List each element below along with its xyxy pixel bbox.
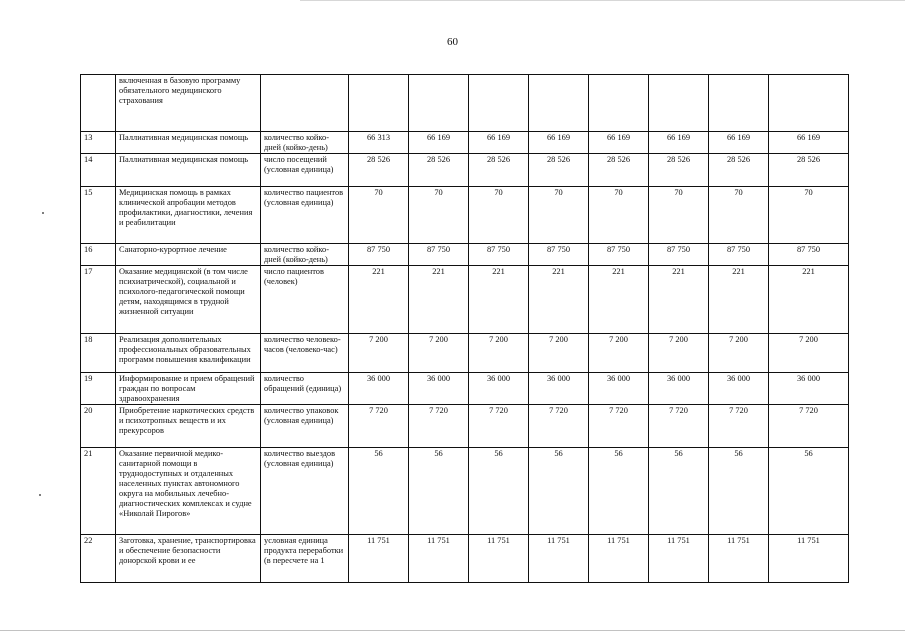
volume-value: 28 526 (589, 154, 649, 187)
volume-value (409, 75, 469, 132)
volume-value: 66 169 (709, 132, 769, 154)
table-row (81, 244, 849, 266)
volume-value: 87 750 (409, 244, 469, 266)
volume-value: 56 (529, 448, 589, 535)
service-name: Паллиативная медицинская помощь (116, 154, 261, 187)
volume-value (469, 75, 529, 132)
volume-value: 36 000 (649, 373, 709, 405)
scan-dot (39, 494, 41, 496)
row-number: 20 (81, 405, 116, 448)
volume-value: 36 000 (589, 373, 649, 405)
volume-value (349, 75, 409, 132)
table-row (81, 132, 849, 154)
volume-value: 36 000 (769, 373, 849, 405)
volume-value: 36 000 (529, 373, 589, 405)
volume-value (589, 75, 649, 132)
volume-value: 221 (709, 266, 769, 334)
volume-value: 56 (769, 448, 849, 535)
volume-value: 221 (409, 266, 469, 334)
volume-value: 7 200 (709, 334, 769, 373)
volume-value: 70 (649, 187, 709, 244)
volume-value: 87 750 (529, 244, 589, 266)
row-number: 19 (81, 373, 116, 405)
service-name: Заготовка, хранение, транспортировка и обеспечение безопасности донорской крови и ее (116, 535, 261, 583)
volume-value: 11 751 (589, 535, 649, 583)
unit-of-measure: количество койко-дней (койко-день) (261, 132, 349, 154)
row-number: 13 (81, 132, 116, 154)
scan-edge-top (300, 0, 905, 1)
volume-value: 56 (469, 448, 529, 535)
row-number (81, 75, 116, 132)
volume-value: 7 720 (769, 405, 849, 448)
volume-value: 221 (769, 266, 849, 334)
service-name: включенная в базовую программу обязательного медицинского страхования (116, 75, 261, 132)
services-table (80, 74, 849, 583)
unit-of-measure: количество обращений (единица) (261, 373, 349, 405)
volume-value: 221 (649, 266, 709, 334)
volume-value: 87 750 (349, 244, 409, 266)
volume-value: 66 169 (529, 132, 589, 154)
volume-value: 7 200 (349, 334, 409, 373)
volume-value: 11 751 (529, 535, 589, 583)
table-row (81, 448, 849, 535)
volume-value: 87 750 (469, 244, 529, 266)
row-number: 22 (81, 535, 116, 583)
service-name: Оказание медицинской (в том числе психиатрической), социальной и психолого-педагогической помощи детям, находящимся в трудной жизненной ситуации (116, 266, 261, 334)
service-name: Медицинская помощь в рамках клинической апробации методов профилактики, диагностики, лечения и реабилитации (116, 187, 261, 244)
volume-value: 7 720 (649, 405, 709, 448)
row-number: 17 (81, 266, 116, 334)
table-row (81, 405, 849, 448)
unit-of-measure: количество упаковок (условная единица) (261, 405, 349, 448)
volume-value: 66 169 (469, 132, 529, 154)
volume-value: 221 (529, 266, 589, 334)
volume-value: 66 169 (649, 132, 709, 154)
volume-value: 11 751 (649, 535, 709, 583)
volume-value: 56 (349, 448, 409, 535)
row-number: 14 (81, 154, 116, 187)
volume-value: 56 (709, 448, 769, 535)
unit-of-measure: число посещений (условная единица) (261, 154, 349, 187)
volume-value: 7 720 (469, 405, 529, 448)
volume-value: 7 720 (349, 405, 409, 448)
table-row (81, 75, 849, 132)
table-row (81, 266, 849, 334)
service-name: Информирование и прием обращений граждан по вопросам здравоохранения (116, 373, 261, 405)
volume-value: 221 (589, 266, 649, 334)
volume-value: 28 526 (469, 154, 529, 187)
service-name: Санаторно-курортное лечение (116, 244, 261, 266)
volume-value: 11 751 (709, 535, 769, 583)
volume-value: 7 720 (709, 405, 769, 448)
unit-of-measure: количество пациентов (условная единица) (261, 187, 349, 244)
volume-value (529, 75, 589, 132)
volume-value: 221 (349, 266, 409, 334)
scan-dot (42, 212, 44, 214)
volume-value: 56 (649, 448, 709, 535)
volume-value: 87 750 (649, 244, 709, 266)
unit-of-measure: число пациентов (человек) (261, 266, 349, 334)
volume-value: 36 000 (469, 373, 529, 405)
volume-value: 28 526 (349, 154, 409, 187)
volume-value: 11 751 (769, 535, 849, 583)
table-row (81, 334, 849, 373)
volume-value: 66 169 (409, 132, 469, 154)
volume-value: 87 750 (589, 244, 649, 266)
table-row (81, 373, 849, 405)
unit-of-measure: количество выездов (условная единица) (261, 448, 349, 535)
volume-value: 28 526 (769, 154, 849, 187)
unit-of-measure: количество койко-дней (койко-день) (261, 244, 349, 266)
volume-value: 7 200 (469, 334, 529, 373)
service-name: Приобретение наркотических средств и психотропных веществ и их прекурсоров (116, 405, 261, 448)
volume-value: 7 200 (769, 334, 849, 373)
row-number: 15 (81, 187, 116, 244)
volume-value: 11 751 (409, 535, 469, 583)
volume-value: 7 200 (649, 334, 709, 373)
volume-value (709, 75, 769, 132)
volume-value: 66 169 (769, 132, 849, 154)
volume-value: 70 (469, 187, 529, 244)
volume-value (769, 75, 849, 132)
service-name: Реализация дополнительных профессиональных образовательных программ повышения квалификации (116, 334, 261, 373)
row-number: 18 (81, 334, 116, 373)
volume-value: 7 200 (409, 334, 469, 373)
table-row (81, 535, 849, 583)
table-row (81, 154, 849, 187)
volume-value: 56 (409, 448, 469, 535)
table-row (81, 187, 849, 244)
volume-value: 11 751 (469, 535, 529, 583)
volume-value: 36 000 (409, 373, 469, 405)
volume-value: 70 (709, 187, 769, 244)
page-number: 60 (447, 36, 458, 48)
volume-value: 28 526 (709, 154, 769, 187)
volume-value: 70 (349, 187, 409, 244)
unit-of-measure: условная единица продукта переработки (в пересчете на 1 (261, 535, 349, 583)
volume-value: 66 313 (349, 132, 409, 154)
volume-value: 36 000 (349, 373, 409, 405)
row-number: 16 (81, 244, 116, 266)
service-name: Паллиативная медицинская помощь (116, 132, 261, 154)
volume-value: 28 526 (409, 154, 469, 187)
volume-value: 36 000 (709, 373, 769, 405)
volume-value: 7 720 (589, 405, 649, 448)
volume-value: 70 (589, 187, 649, 244)
volume-value: 7 200 (529, 334, 589, 373)
volume-value: 7 720 (409, 405, 469, 448)
unit-of-measure: количество человеко-часов (человеко-час) (261, 334, 349, 373)
volume-value: 56 (589, 448, 649, 535)
volume-value (649, 75, 709, 132)
volume-value: 221 (469, 266, 529, 334)
service-name: Оказание первичной медико-санитарной помощи в труднодоступных и отдаленных населенных пунктах автономного округа на мобильных лечебно-диагностических комплексах и судне «Николай Пирогов» (116, 448, 261, 535)
scan-edge-bottom (0, 630, 905, 631)
volume-value: 7 200 (589, 334, 649, 373)
volume-value: 70 (409, 187, 469, 244)
volume-value: 11 751 (349, 535, 409, 583)
unit-of-measure (261, 75, 349, 132)
volume-value: 70 (529, 187, 589, 244)
volume-value: 70 (769, 187, 849, 244)
volume-value: 28 526 (649, 154, 709, 187)
volume-value: 7 720 (529, 405, 589, 448)
row-number: 21 (81, 448, 116, 535)
volume-value: 87 750 (769, 244, 849, 266)
volume-value: 28 526 (529, 154, 589, 187)
volume-value: 87 750 (709, 244, 769, 266)
volume-value: 66 169 (589, 132, 649, 154)
